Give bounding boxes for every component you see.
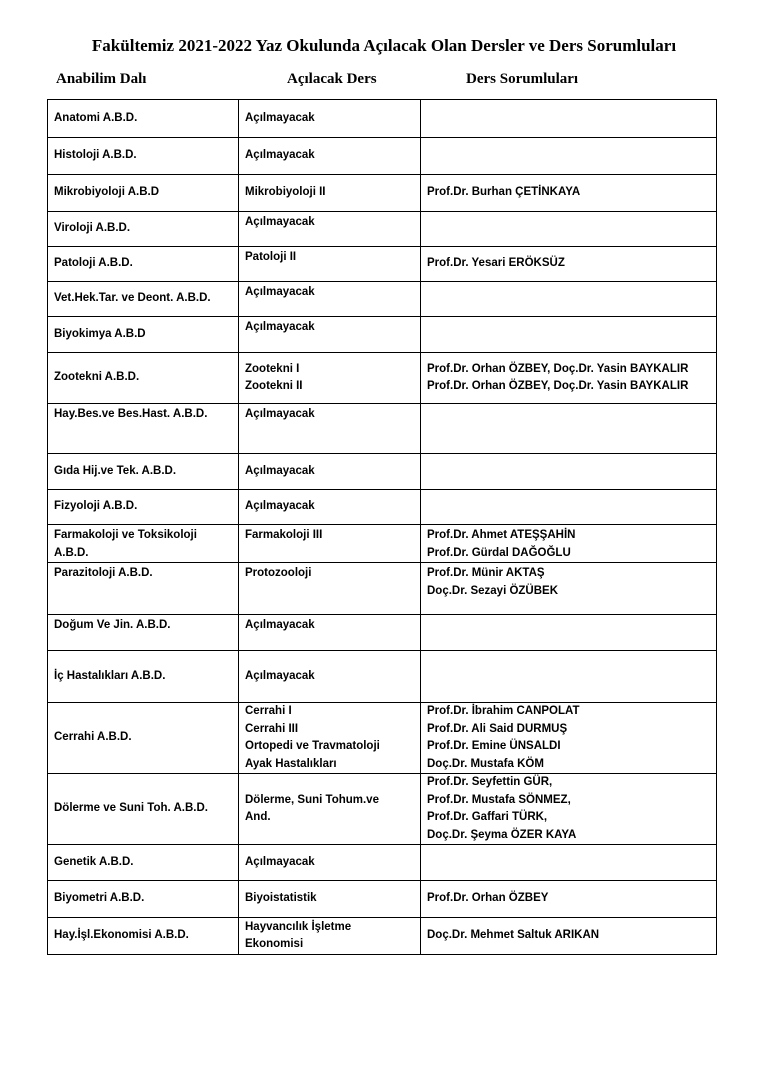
department-text: Biyometri A.B.D. (54, 892, 145, 905)
course-cell (239, 175, 421, 212)
department-cell (48, 615, 239, 651)
course-text: Ayak Hastalıkları (245, 757, 337, 770)
responsible-text: Prof.Dr. Orhan ÖZBEY, Doç.Dr. Yasin BAYKALIR (427, 380, 689, 392)
department-cell (48, 525, 239, 563)
department-text: Viroloji A.B.D. (54, 222, 131, 235)
responsible-cell (421, 918, 717, 955)
department-text: Biyokimya A.B.D (54, 327, 146, 340)
department-cell (48, 247, 239, 282)
course-cell (239, 563, 421, 615)
course-text: Farmakoloji III (245, 529, 323, 541)
course-cell (239, 212, 421, 247)
responsible-cell (421, 247, 717, 282)
table-row (48, 651, 717, 703)
responsible-cell (421, 100, 717, 138)
responsible-cell (421, 282, 717, 317)
department-cell (48, 563, 239, 615)
course-text: Ekonomisi (245, 938, 304, 950)
course-text: And. (245, 811, 271, 823)
course-text: Açılmayacak (245, 669, 315, 682)
course-text: Ortopedi ve Travmatoloji (245, 740, 380, 752)
column-header-responsible: Ders Sorumluları (466, 71, 579, 87)
table-row (48, 615, 717, 651)
table-row (48, 918, 717, 955)
courses-table (47, 99, 717, 955)
department-text: Gıda Hij.ve Tek. A.B.D. (54, 464, 177, 477)
department-cell (48, 454, 239, 490)
responsible-cell (421, 525, 717, 563)
course-text: Açılmayacak (245, 321, 315, 333)
department-cell (48, 212, 239, 247)
responsible-cell (421, 615, 717, 651)
responsible-text: Prof.Dr. Yesari ERÖKSÜZ (427, 257, 565, 270)
responsible-text: Prof.Dr. İbrahim CANPOLAT (427, 705, 580, 717)
responsible-cell (421, 703, 717, 774)
department-cell (48, 651, 239, 703)
responsible-text: Prof.Dr. Mustafa SÖNMEZ, (427, 793, 571, 806)
responsible-cell (421, 212, 717, 247)
department-cell (48, 404, 239, 454)
department-cell (48, 353, 239, 404)
department-text: İç Hastalıkları A.B.D. (54, 669, 166, 682)
table-row (48, 881, 717, 918)
department-cell (48, 138, 239, 175)
course-text: Açılmayacak (245, 500, 315, 513)
responsible-text: Doç.Dr. Şeyma ÖZER KAYA (427, 828, 577, 841)
table-row (48, 563, 717, 615)
department-cell (48, 881, 239, 918)
course-text: Dölerme, Suni Tohum.ve (245, 793, 379, 806)
course-text: Zootekni II (245, 380, 303, 392)
course-cell (239, 138, 421, 175)
department-cell (48, 845, 239, 881)
course-cell (239, 703, 421, 774)
page-title: Fakültemiz 2021-2022 Yaz Okulunda Açılacak Olan Dersler ve Ders Sorumluları (91, 36, 677, 55)
responsible-cell (421, 774, 717, 845)
responsible-text: Prof.Dr. Gürdal DAĞOĞLU (427, 546, 571, 559)
department-text: Hay.İşl.Ekonomisi A.B.D. (54, 929, 189, 942)
course-text: Protozooloji (245, 567, 312, 579)
responsible-text: Doç.Dr. Sezayi ÖZÜBEK (427, 584, 559, 597)
responsible-text: Prof.Dr. Ali Said DURMUŞ (427, 722, 568, 735)
table-row (48, 282, 717, 317)
course-cell (239, 404, 421, 454)
course-cell (239, 100, 421, 138)
course-cell (239, 353, 421, 404)
course-cell (239, 615, 421, 651)
course-text: Açılmayacak (245, 286, 315, 298)
department-cell (48, 703, 239, 774)
course-text: Hayvancılık İşletme (245, 920, 352, 933)
course-cell (239, 282, 421, 317)
department-text: Dölerme ve Suni Toh. A.B.D. (54, 802, 208, 815)
department-cell (48, 918, 239, 955)
responsible-text: Prof.Dr. Orhan ÖZBEY, Doç.Dr. Yasin BAYKALIR (427, 362, 689, 375)
responsible-text: Prof.Dr. Seyfettin GÜR, (427, 776, 553, 788)
course-text: Zootekni I (245, 362, 300, 375)
responsible-text: Prof.Dr. Gaffari TÜRK, (427, 811, 548, 823)
course-text: Patoloji II (245, 251, 297, 263)
department-text: A.B.D. (54, 546, 89, 559)
table-row (48, 175, 717, 212)
department-text: Cerrahi A.B.D. (54, 731, 132, 744)
department-text: Mikrobiyoloji A.B.D (54, 186, 159, 199)
responsible-cell (421, 138, 717, 175)
table-row (48, 100, 717, 138)
course-cell (239, 317, 421, 353)
table-row (48, 317, 717, 353)
department-text: Genetik A.B.D. (54, 855, 134, 868)
table-row (48, 138, 717, 175)
course-text: Cerrahi III (245, 722, 299, 735)
course-cell (239, 845, 421, 881)
responsible-cell (421, 175, 717, 212)
course-cell (239, 490, 421, 525)
responsible-cell (421, 317, 717, 353)
course-cell (239, 247, 421, 282)
table-row (48, 774, 717, 845)
department-cell (48, 774, 239, 845)
department-text: Fizyoloji A.B.D. (54, 500, 138, 513)
course-cell (239, 918, 421, 955)
course-text: Açılmayacak (245, 111, 315, 124)
course-text: Biyoistatistik (245, 892, 317, 905)
responsible-text: Prof.Dr. Orhan ÖZBEY (427, 892, 549, 905)
course-text: Cerrahi I (245, 705, 292, 717)
column-header-course: Açılacak Ders (287, 71, 377, 87)
department-cell (48, 490, 239, 525)
table-row (48, 454, 717, 490)
course-text: Açılmayacak (245, 408, 315, 420)
department-text: Parazitoloji A.B.D. (54, 567, 153, 579)
responsible-text: Prof.Dr. Ahmet ATEŞŞAHİN (427, 529, 576, 541)
course-cell (239, 881, 421, 918)
table-row (48, 703, 717, 774)
department-text: Vet.Hek.Tar. ve Deont. A.B.D. (54, 292, 211, 305)
course-text: Açılmayacak (245, 619, 315, 631)
department-cell (48, 175, 239, 212)
column-header-department: Anabilim Dalı (56, 71, 147, 87)
table-row (48, 212, 717, 247)
department-cell (48, 317, 239, 353)
responsible-text: Prof.Dr. Münir AKTAŞ (427, 567, 545, 579)
course-text: Açılmayacak (245, 216, 315, 228)
course-text: Açılmayacak (245, 855, 315, 868)
course-cell (239, 454, 421, 490)
responsible-text: Doç.Dr. Mustafa KÖM (427, 757, 544, 770)
responsible-text: Prof.Dr. Burhan ÇETİNKAYA (427, 186, 581, 199)
table-row (48, 845, 717, 881)
responsible-cell (421, 490, 717, 525)
department-text: Anatomi A.B.D. (54, 111, 138, 124)
department-text: Zootekni A.B.D. (54, 371, 140, 384)
responsible-text: Doç.Dr. Mehmet Saltuk ARIKAN (427, 929, 600, 942)
table-row (48, 247, 717, 282)
responsible-cell (421, 454, 717, 490)
department-text: Patoloji A.B.D. (54, 257, 133, 270)
course-text: Mikrobiyoloji II (245, 186, 326, 199)
responsible-cell (421, 881, 717, 918)
courses-table-body (48, 100, 717, 955)
responsible-cell (421, 845, 717, 881)
responsible-cell (421, 404, 717, 454)
responsible-cell (421, 563, 717, 615)
table-row (48, 404, 717, 454)
department-text: Hay.Bes.ve Bes.Hast. A.B.D. (54, 408, 208, 420)
responsible-cell (421, 353, 717, 404)
course-text: Açılmayacak (245, 149, 315, 162)
table-row (48, 353, 717, 404)
course-cell (239, 651, 421, 703)
department-cell (48, 100, 239, 138)
table-row (48, 490, 717, 525)
department-text: Doğum Ve Jin. A.B.D. (54, 619, 171, 631)
department-text: Farmakoloji ve Toksikoloji (54, 529, 197, 541)
responsible-cell (421, 651, 717, 703)
course-cell (239, 525, 421, 563)
responsible-text: Prof.Dr. Emine ÜNSALDI (427, 740, 561, 752)
department-text: Histoloji A.B.D. (54, 149, 137, 162)
department-cell (48, 282, 239, 317)
course-text: Açılmayacak (245, 464, 315, 477)
course-cell (239, 774, 421, 845)
table-row (48, 525, 717, 563)
